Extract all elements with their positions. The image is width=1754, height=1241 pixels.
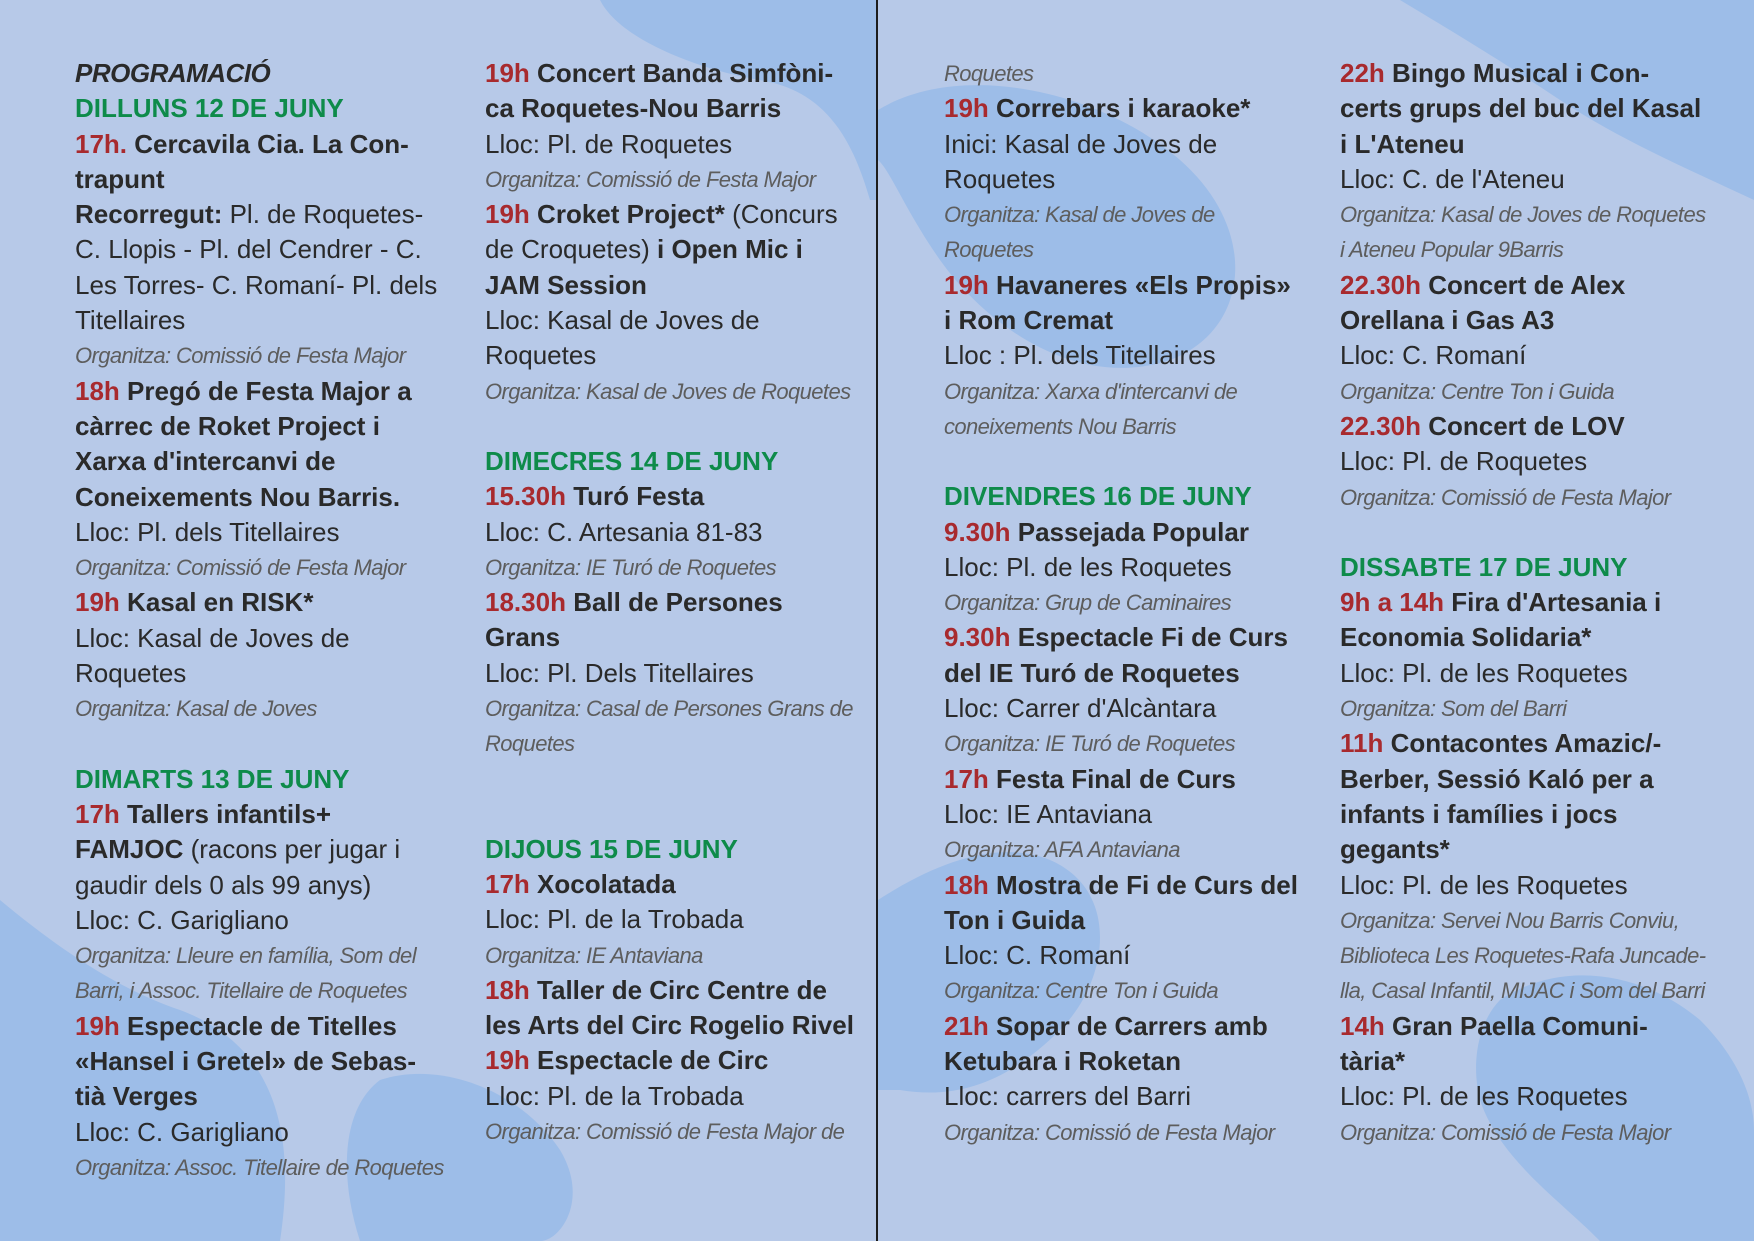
event-time: 17h. [75, 128, 128, 159]
event-name: Sopar de Carrers amb Ketubara i Roketan [944, 1010, 1268, 1077]
event-kasal-risk [75, 585, 445, 620]
event-organizer: Organitza: Centre Ton i Guida [944, 978, 1219, 1004]
event-sopar [944, 1009, 1304, 1080]
event-name: Festa Final de Curs [996, 763, 1236, 794]
day-heading-thursday: DIJOUS 15 DE JUNY [485, 833, 738, 864]
column-4 [1340, 56, 1710, 1150]
event-time: 22.30h [1340, 269, 1421, 300]
event-place: Lloc: Kasal de Joves de Roquetes [485, 305, 760, 371]
event-organizer: Organitza: Xarxa d'intercanvi de coneixements Nou Barris [944, 378, 1238, 439]
event-time: 21h [944, 1010, 989, 1041]
event-organizer-continued: Roquetes [944, 61, 1034, 86]
event-time: 18.30h [485, 587, 566, 618]
day-heading-tuesday: DIMARTS 13 DE JUNY [75, 763, 350, 794]
event-place: Lloc: IE Antaviana [944, 798, 1153, 829]
event-name: Xocolatada [537, 868, 676, 899]
event-time: 19h [944, 269, 989, 300]
column-2 [485, 56, 860, 1149]
event-organizer: Organitza: Som del Barri [1340, 696, 1567, 722]
event-time: 9.30h [944, 622, 1011, 653]
event-place: Lloc: Pl. de la Trobada [485, 904, 744, 935]
event-name: Havaneres «Els Propis» i Rom Cremat [944, 269, 1291, 336]
day-heading-wednesday: DIMECRES 14 DE JUNY [485, 445, 779, 476]
route-text: Pl. de Roquetes- C. Llopis - Pl. del Cendrer - C. Les Torres- C. Romaní- Pl. dels Titellaires [75, 199, 438, 336]
event-correbars [944, 91, 1304, 126]
event-name: Fira d'Artesania i Economia Solidaria* [1340, 587, 1662, 653]
event-name: Espectacle de Circ [537, 1045, 769, 1076]
event-titelles [75, 1009, 445, 1115]
event-name: Kasal en RISK* [127, 587, 314, 618]
event-organizer: Organitza: IE Turó de Roquetes [485, 554, 776, 580]
event-time: 11h [1340, 728, 1384, 759]
event-paella [1340, 1009, 1710, 1080]
event-croket-project [485, 197, 860, 303]
event-bingo [1340, 56, 1710, 162]
event-place: Lloc: C. Romaní [944, 940, 1131, 971]
event-place: Lloc: C. Artesania 81-83 [485, 516, 763, 547]
event-place: Lloc: Carrer d'Alcàntara [944, 693, 1217, 724]
event-name: Croket Project* [537, 199, 725, 230]
event-name: Correbars i karaoke* [996, 93, 1251, 124]
event-name: Cercavila Cia. La Con-trapunt [75, 128, 409, 194]
event-place: Lloc : Pl. dels Titellaires [944, 340, 1216, 371]
event-prego [75, 374, 445, 515]
event-name: Contacontes Amazic/-Berber, Sessió Kaló per a infants i famílies i jocs gegants* [1340, 728, 1662, 865]
event-organizer: Organitza: Comissió de Festa Major [75, 555, 406, 581]
event-time: 17h [944, 763, 989, 794]
event-place: Lloc: Pl. Dels Titellaires [485, 657, 754, 688]
event-name: Passejada Popular [1017, 516, 1249, 547]
event-havaneres [944, 268, 1304, 339]
event-organizer: Organitza: Grup de Caminaires [944, 590, 1232, 616]
event-tallers [75, 797, 445, 903]
event-name: Espectacle Fi de Curs del IE Turó de Roquetes [944, 622, 1288, 688]
event-time: 9h a 14h [1340, 587, 1445, 618]
event-organizer: Organitza: Centre Ton i Guida [1340, 378, 1615, 404]
event-place: Lloc: carrers del Barri [944, 1081, 1192, 1112]
event-name: Concert de Alex Orellana i Gas A3 [1340, 269, 1626, 336]
event-time: 18h [75, 375, 120, 406]
event-route [75, 197, 445, 338]
event-place: Lloc: Pl. dels Titellaires [75, 516, 340, 547]
event-organizer: Organitza: Comissió de Festa Major [75, 343, 406, 369]
event-organizer: Organitza: Comissió de Festa Major [944, 1119, 1275, 1145]
event-detail: (Concurs de Croquetes) [485, 199, 838, 265]
event-organizer: Organitza: Kasal de Joves de Roquetes [485, 378, 851, 404]
event-place: Lloc: Pl. de les Roquetes [1340, 869, 1628, 900]
event-name: Bingo Musical i Con-certs grups del buc del Kasal i L'Ateneu [1340, 58, 1702, 159]
event-name: Ball de Persones Grans [485, 587, 783, 653]
event-organizer: Organitza: Lleure en família, Som del Barri, i Assoc. Titellaire de Roquetes [75, 943, 416, 1004]
day-heading-friday: DIVENDRES 16 DE JUNY [944, 481, 1252, 512]
event-detail: (racons per jugar i gaudir dels 0 als 99 anys) [75, 834, 401, 900]
event-time: 22.30h [1340, 410, 1421, 441]
event-place: Lloc: Kasal de Joves de Roquetes [75, 622, 350, 689]
event-organizer: Organitza: Casal de Persones Grans de Roquetes [485, 696, 853, 757]
event-taller-circ [485, 973, 860, 1044]
event-place: Inici: Kasal de Joves de Roquetes [944, 128, 1218, 194]
event-festa-final [944, 762, 1304, 797]
center-fold-divider [876, 0, 878, 1241]
event-place: Lloc: C. Garigliano [75, 1116, 289, 1147]
event-organizer: Organitza: Kasal de Joves [75, 696, 317, 722]
column-3 [944, 56, 1304, 1150]
event-time: 19h [485, 199, 530, 230]
event-time: 14h [1340, 1010, 1385, 1041]
event-time: 15.30h [485, 481, 566, 512]
event-passejada [944, 515, 1304, 550]
event-name: Concert de LOV [1428, 410, 1625, 441]
event-time: 17h [75, 798, 120, 829]
program-heading: PROGRAMACIÓ [75, 58, 271, 88]
event-organizer: Organitza: Kasal de Joves de Roquetes i Ateneu Popular 9Barris [1340, 202, 1706, 263]
event-concert-lov [1340, 409, 1710, 444]
route-label: Recorregut: [75, 199, 223, 230]
event-organizer: Organitza: Comissió de Festa Major [1340, 1119, 1671, 1145]
day-heading-monday: DILLUNS 12 DE JUNY [75, 93, 344, 124]
event-time: 17h [485, 868, 530, 899]
event-organizer: Organitza: Servei Nou Barris Conviu, Biblioteca Les Roquetes-Rafa Juncade-lla, Casal Infantil, MIJAC i Som del Barri [1340, 907, 1706, 1004]
event-name: Concert Banda Simfòni-ca Roquetes-Nou Barris [485, 58, 834, 124]
event-espectacle-circ [485, 1043, 860, 1078]
event-time: 18h [944, 869, 989, 900]
event-name: Pregó de Festa Major a càrrec de Roket Project i Xarxa d'intercanvi de Coneixements Nou Barris. [75, 375, 412, 512]
event-organizer: Organitza: Assoc. Titellaire de Roquetes [75, 1154, 444, 1180]
event-contacontes [1340, 726, 1710, 867]
event-mostra [944, 868, 1304, 939]
event-name: Mostra de Fi de Curs del Ton i Guida [944, 869, 1298, 935]
event-xocolatada [485, 867, 860, 902]
event-place: Lloc: Pl. de Roquetes [1340, 446, 1588, 477]
event-place: Lloc: Pl. de les Roquetes [1340, 657, 1628, 688]
event-place: Lloc: Pl. de les Roquetes [944, 551, 1232, 582]
event-organizer: Organitza: Comissió de Festa Major [1340, 484, 1671, 510]
event-name: Turó Festa [573, 481, 705, 512]
event-espectacle-fi-curs [944, 620, 1304, 691]
event-time: 19h [75, 587, 120, 618]
event-time: 19h [485, 1045, 530, 1076]
event-name: Tallers infantils+ FAMJOC [75, 798, 332, 865]
event-time: 19h [944, 93, 989, 124]
event-fira [1340, 585, 1710, 656]
event-organizer: Organitza: IE Antaviana [485, 942, 703, 968]
event-time: 9.30h [944, 516, 1011, 547]
event-turo-festa [485, 479, 860, 514]
event-organizer: Organitza: IE Turó de Roquetes [944, 731, 1235, 757]
event-place: Lloc: Pl. de la Trobada [485, 1080, 744, 1111]
event-place: Lloc: C. Romaní [1340, 340, 1527, 371]
event-place: Lloc: C. Garigliano [75, 904, 289, 935]
event-organizer: Organitza: AFA Antaviana [944, 837, 1180, 863]
event-organizer: Organitza: Kasal de Joves de Roquetes [944, 202, 1215, 263]
event-place: Lloc: Pl. de les Roquetes [1340, 1081, 1628, 1112]
event-time: 19h [75, 1010, 120, 1041]
event-time: 22h [1340, 58, 1385, 88]
event-concert-banda [485, 56, 860, 127]
event-name: Espectacle de Titelles «Hansel i Gretel» de Sebas-tià Verges [75, 1010, 417, 1112]
event-organizer: Organitza: Comissió de Festa Major [485, 166, 816, 192]
column-1 [75, 56, 445, 1185]
event-organizer: Organitza: Comissió de Festa Major de [485, 1119, 845, 1145]
day-heading-saturday: DISSABTE 17 DE JUNY [1340, 551, 1628, 582]
event-ball [485, 585, 860, 656]
event-place: Lloc: C. de l'Ateneu [1340, 163, 1565, 194]
event-name-cont: i Open Mic i JAM Session [485, 234, 803, 300]
event-concert-alex [1340, 268, 1710, 339]
event-time: 18h [485, 974, 530, 1005]
event-place: Lloc: Pl. de Roquetes [485, 128, 733, 159]
event-name: Gran Paella Comuni-tària* [1340, 1010, 1648, 1077]
event-cercavila [75, 127, 445, 198]
event-name: Taller de Circ Centre de les Arts del Circ Rogelio Rivel [485, 974, 854, 1041]
event-time: 19h [485, 58, 530, 88]
